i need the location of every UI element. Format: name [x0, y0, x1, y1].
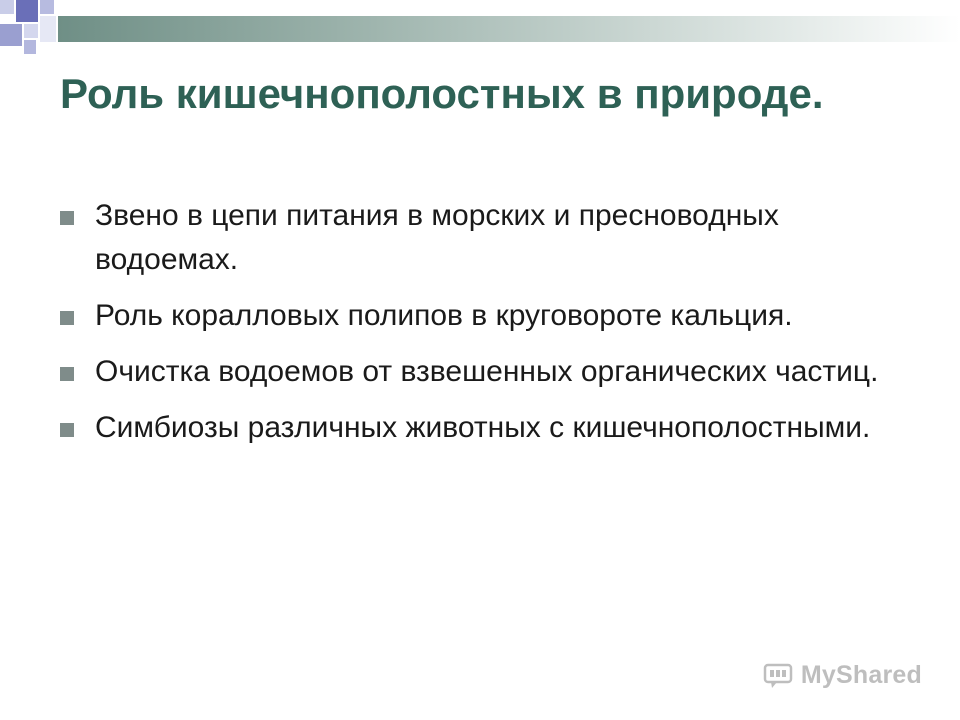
header-decoration [0, 0, 960, 60]
watermark-text: MyShared [800, 661, 922, 689]
header-gradient-bar [58, 16, 960, 42]
bullet-text: Звено в цепи питания в морских и пресноводных водоемах. [95, 199, 779, 276]
slide-title: Роль кишечнополостных в природе. [60, 70, 824, 117]
bullet-list [60, 194, 900, 462]
deco-square [40, 16, 56, 42]
deco-square [24, 40, 36, 54]
bullet-text: Симбиозы различных животных с кишечнополостными. [95, 411, 871, 444]
square-bullet-icon [60, 211, 74, 225]
bullet-text: Роль коралловых полипов в круговороте кальция. [95, 299, 793, 332]
deco-square [0, 0, 14, 14]
square-bullet-icon [60, 311, 74, 325]
square-bullet-icon [60, 423, 74, 437]
square-bullet-icon [60, 367, 74, 381]
bullet-item [60, 406, 900, 450]
deco-square [24, 24, 38, 38]
bullet-item [60, 294, 900, 338]
chat-bubble-icon [763, 662, 797, 690]
bullet-item [60, 350, 900, 394]
bullet-text: Очистка водоемов от взвешенных органических частиц. [95, 355, 879, 388]
deco-square [0, 24, 22, 46]
bullet-item [60, 194, 900, 282]
deco-square [40, 0, 54, 14]
deco-square [16, 0, 38, 22]
watermark [763, 661, 922, 690]
